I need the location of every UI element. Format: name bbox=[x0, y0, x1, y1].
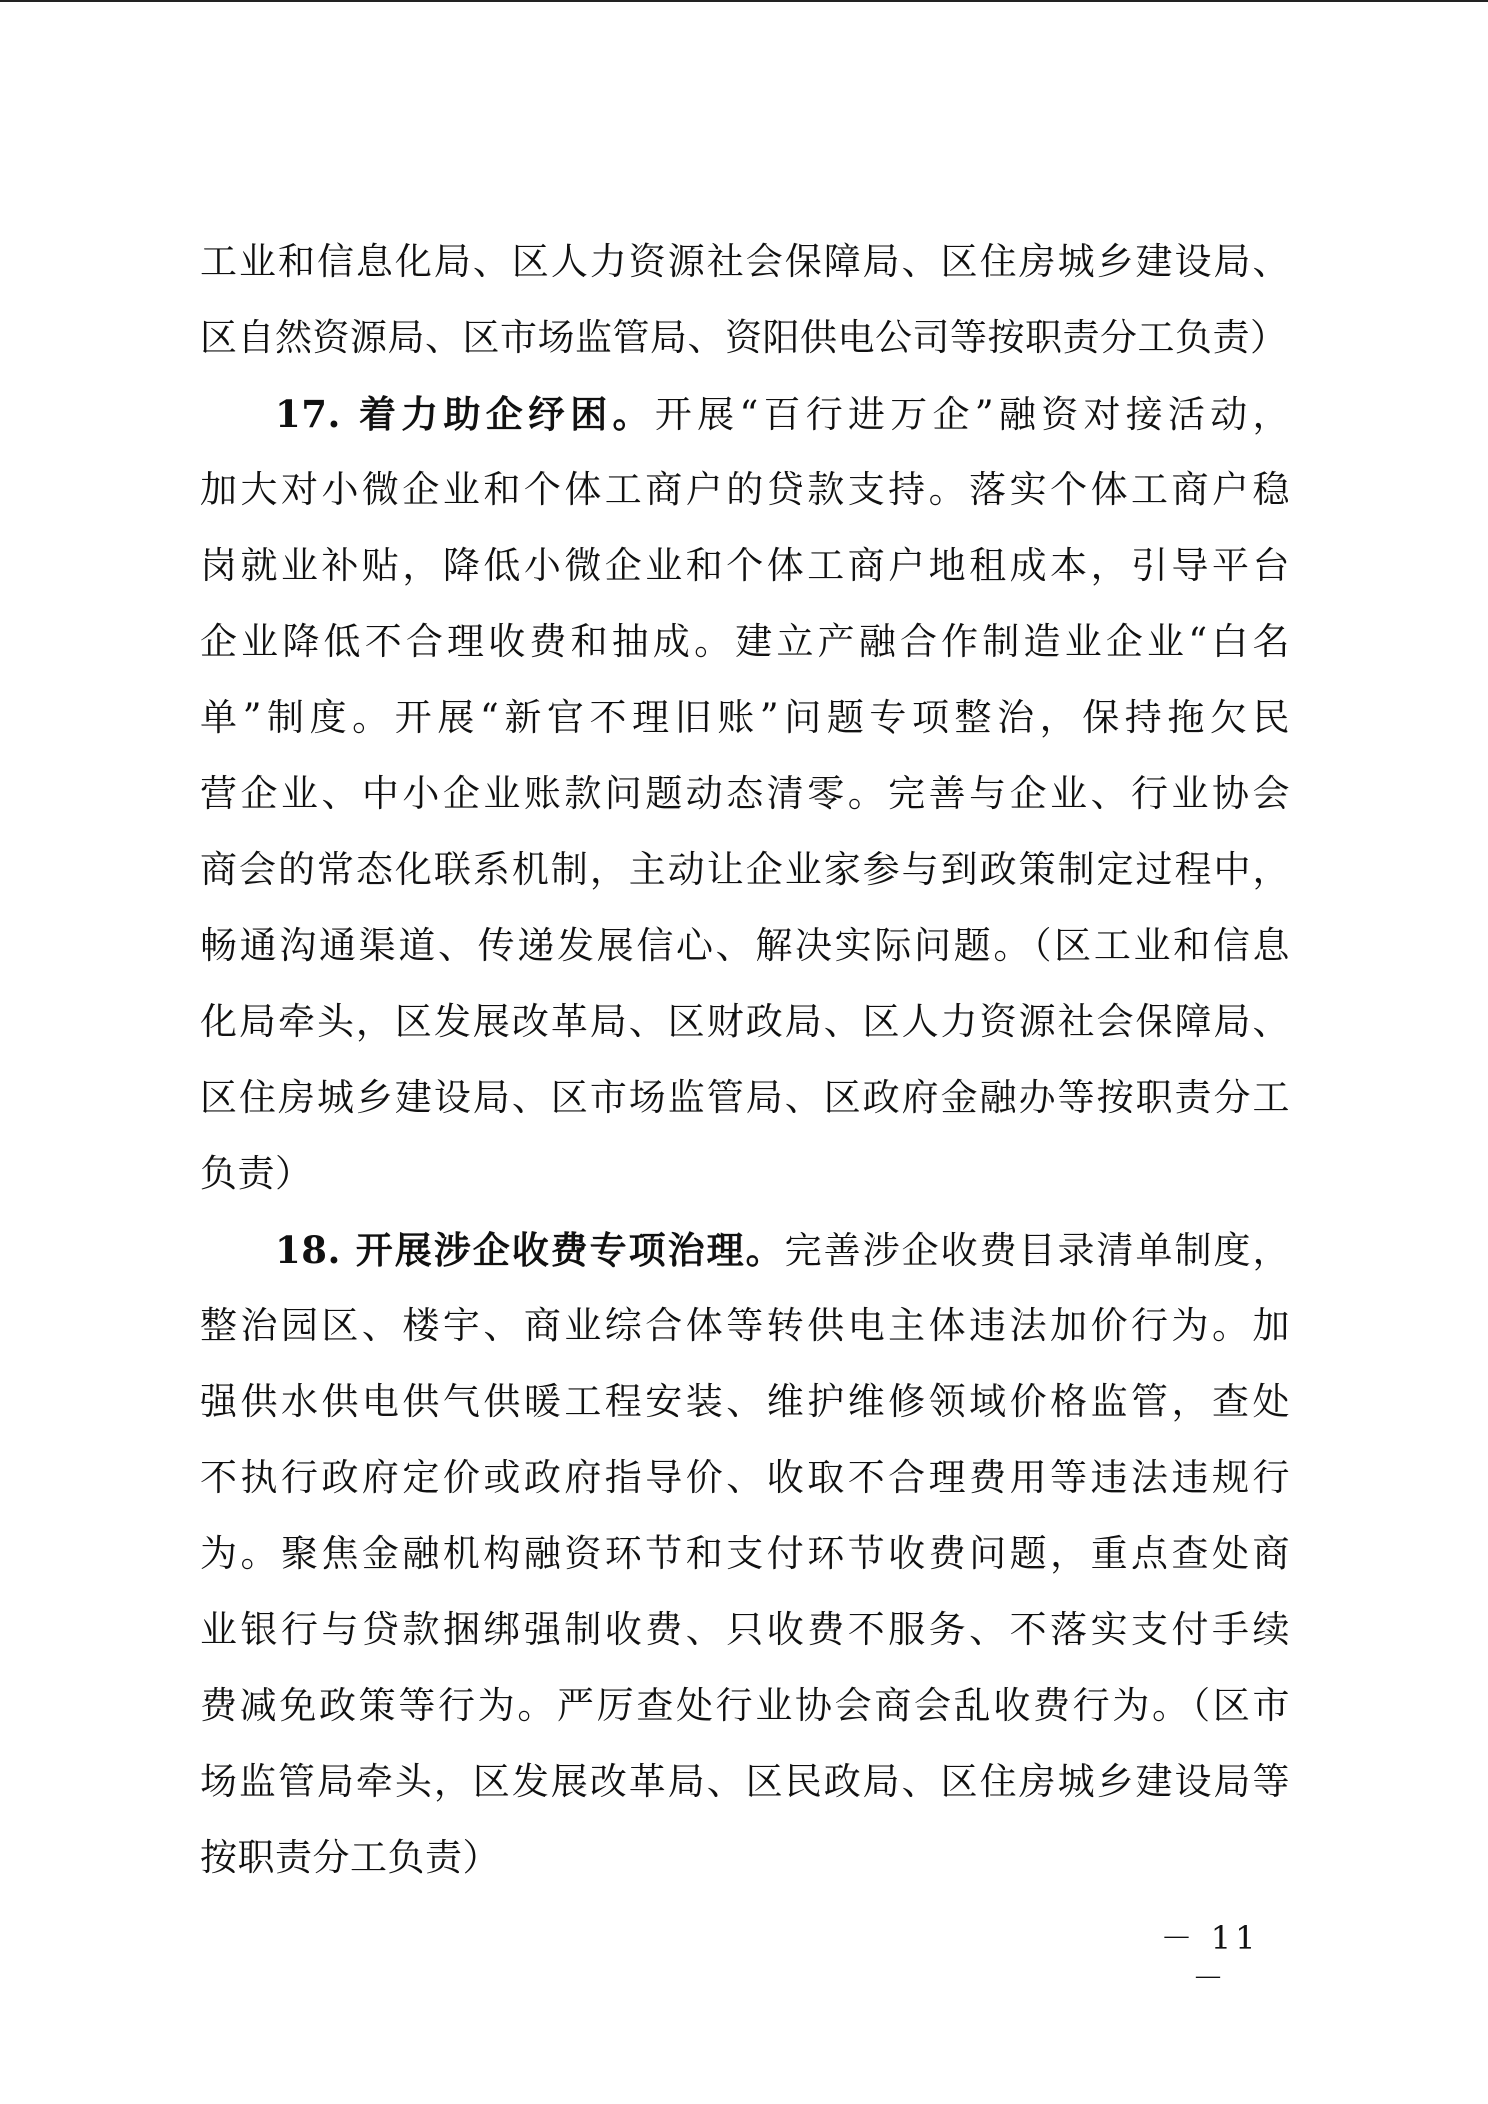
text-line: 工业和信息化局、区人力资源社会保障局、区住房城乡建设局、 bbox=[200, 240, 1290, 283]
text-line: 区自然资源局、区市场监管局、资阳供电公司等按职责分工负责） bbox=[200, 316, 1288, 359]
text-line: 单”制度。开展“新官不理旧账”问题专项整治，保持拖欠民 bbox=[200, 696, 1290, 739]
text-line: 畅通沟通渠道、传递发展信心、解决实际问题。（区工业和信息 bbox=[200, 924, 1290, 967]
item-18-heading: 18. 开展涉企收费专项治理。 bbox=[275, 1228, 785, 1272]
page-top-border bbox=[0, 0, 1488, 2]
document-body bbox=[200, 224, 1290, 1896]
text-line: 强供水供电供气供暖工程安装、维护维修领域价格监管，查处 bbox=[200, 1380, 1290, 1423]
text-line: 加大对小微企业和个体工商户的贷款支持。落实个体工商户稳 bbox=[200, 468, 1290, 511]
text-line bbox=[200, 1212, 1290, 1288]
paragraph-continuation bbox=[200, 224, 1290, 376]
item-18-first-line-text: 完善涉企收费目录清单制度， bbox=[784, 1229, 1290, 1272]
text-line: 场监管局牵头，区发展改革局、区民政局、区住房城乡建设局等 bbox=[200, 1760, 1290, 1803]
page-number: － 11 － bbox=[1160, 1919, 1260, 1997]
paragraph-item-17 bbox=[200, 376, 1290, 1212]
text-line: 化局牵头，区发展改革局、区财政局、区人力资源社会保障局、 bbox=[200, 1000, 1290, 1043]
text-line: 整治园区、楼宇、商业综合体等转供电主体违法加价行为。加 bbox=[200, 1304, 1290, 1347]
text-line: 企业降低不合理收费和抽成。建立产融合作制造业企业“白名 bbox=[200, 620, 1290, 663]
text-line: 费减免政策等行为。严厉查处行业协会商会乱收费行为。（区市 bbox=[200, 1684, 1290, 1727]
text-line: 岗就业补贴，降低小微企业和个体工商户地租成本，引导平台 bbox=[200, 544, 1290, 587]
text-line: 为。聚焦金融机构融资环节和支付环节收费问题，重点查处商 bbox=[200, 1532, 1290, 1575]
text-line: 商会的常态化联系机制，主动让企业家参与到政策制定过程中， bbox=[200, 848, 1290, 891]
item-17-first-line-text: 开展“百行进万企”融资对接活动， bbox=[654, 393, 1290, 436]
text-line bbox=[200, 376, 1290, 452]
text-line: 负责） bbox=[200, 1152, 313, 1195]
text-line: 营企业、中小企业账款问题动态清零。完善与企业、行业协会 bbox=[200, 772, 1290, 815]
text-line: 按职责分工负责） bbox=[200, 1836, 500, 1879]
paragraph-item-18 bbox=[200, 1212, 1290, 1896]
text-line: 业银行与贷款捆绑强制收费、只收费不服务、不落实支付手续 bbox=[200, 1608, 1290, 1651]
text-line: 区住房城乡建设局、区市场监管局、区政府金融办等按职责分工 bbox=[200, 1076, 1290, 1119]
item-17-heading: 17. 着力助企纾困。 bbox=[275, 392, 655, 436]
text-line: 不执行政府定价或政府指导价、收取不合理费用等违法违规行 bbox=[200, 1456, 1290, 1499]
